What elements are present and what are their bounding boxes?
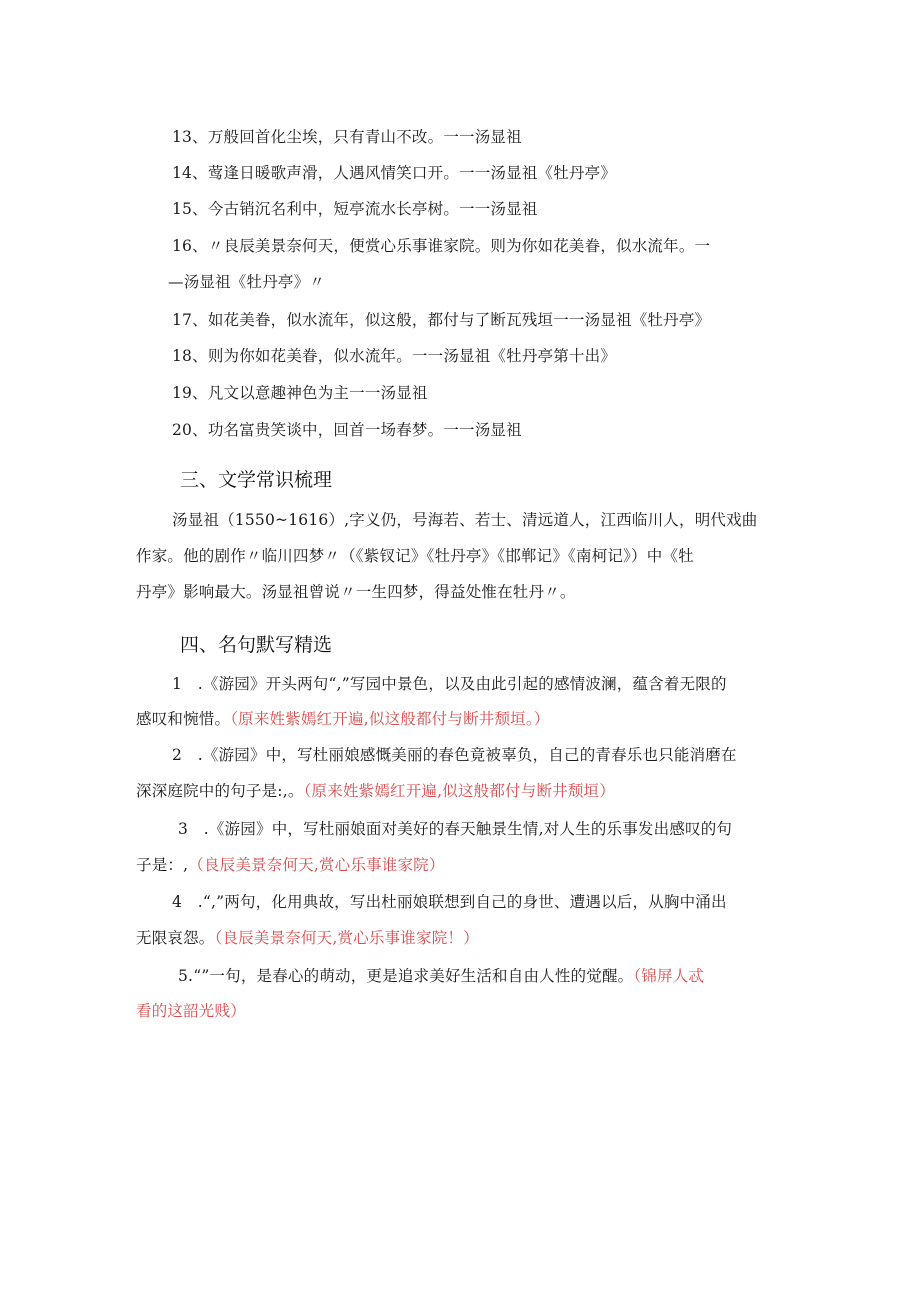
quote-20: 20、功名富贵笑谈中，回首一场春梦。一一汤显祖 [172, 421, 522, 439]
question-3-line2 [136, 854, 445, 876]
question-text: 无限哀怨。 [136, 929, 215, 947]
answer-text: 看的这韶光贱） [136, 1002, 246, 1020]
section-heading-literary-knowledge: 三、文学常识梳理 [180, 469, 333, 491]
question-4-line2 [136, 927, 479, 949]
quote-18: 18、则为你如花美眷，似水流年。一一汤显祖《牡丹亭第十出》 [172, 347, 617, 365]
question-text: 子是：, [136, 856, 189, 874]
answer-text: （锦屏人忒 [633, 967, 705, 985]
question-text: 深深庭院中的句子是:,。 [136, 782, 304, 800]
question-3-line1: 3 .《游园》中，写杜丽娘面对美好的春天触景生情,对人生的乐事发出感叹的句 [178, 820, 733, 838]
literary-paragraph-line: 汤显祖（1550~1616）,字义仍，号海若、若士、清远道人，江西临川人，明代戏曲 [172, 511, 758, 529]
quote-15: 15、今古销沉名利中，短亭流水长亭树。一一汤显祖 [172, 200, 538, 218]
question-2-line2 [136, 780, 615, 802]
quote-14: 14、莺逢日暖歌声滑，人遇风情笑口开。一一汤显祖《牡丹亭》 [172, 164, 617, 182]
literary-paragraph-line: 作家。他的剧作〃临川四梦〃（《紫钗记》《牡丹亭》《邯郸记》《南柯记》）中《牡 [136, 547, 694, 565]
answer-text: （良辰美景奈何天,赏心乐事谁家院） [188, 856, 445, 874]
question-5-line1 [178, 965, 704, 987]
question-1-line1: 1 .《游园》开头两句“,”写园中景色，以及由此引起的感情波澜，蕴含着无限的 [172, 675, 727, 693]
question-text: 感叹和惋惜。 [136, 710, 231, 728]
quote-17: 17、如花美眷，似水流年，似这般，都付与了断瓦残垣一一汤显祖《牡丹亭》 [172, 311, 711, 329]
quote-16-line2: —汤显祖《牡丹亭》〃 [168, 273, 326, 291]
section-heading-quote-dictation: 四、名句默写精选 [180, 634, 333, 656]
quote-16-line1: 16、〃良辰美景奈何天，便赏心乐事谁家院。则为你如花美眷，似水流年。一 [172, 237, 711, 255]
question-text: 5.“”一句，是春心的萌动，更是追求美好生活和自由人性的觉醒。 [178, 967, 634, 985]
quote-13: 13、万般回首化尘埃，只有青山不改。一一汤显祖 [172, 128, 522, 146]
question-1-line2 [136, 708, 550, 730]
question-5-line2 [136, 1000, 246, 1022]
question-2-line1: 2 .《游园》中，写杜丽娘感慨美丽的春色竟被辜负，自己的青春乐也只能消磨在 [172, 746, 737, 764]
literary-paragraph-line: 丹亭》影响最大。汤显祖曾说〃一生四梦，得益处惟在牡丹〃。 [136, 583, 576, 601]
answer-text: （原来姓紫嫣红开遍,似这般都付与断井颓垣。） [230, 710, 550, 728]
quote-19: 19、凡文以意趣神色为主一一汤显祖 [172, 384, 428, 402]
answer-text: （良辰美景奈何天,赏心乐事谁家院！） [214, 929, 479, 947]
answer-text: （原来姓紫嫣红开遍,似这般都付与断井颓垣） [303, 782, 615, 800]
question-4-line1: 4 .“,”两句，化用典故，写出杜丽娘联想到自己的身世、遭遇以后，从胸中涌出 [172, 893, 727, 911]
